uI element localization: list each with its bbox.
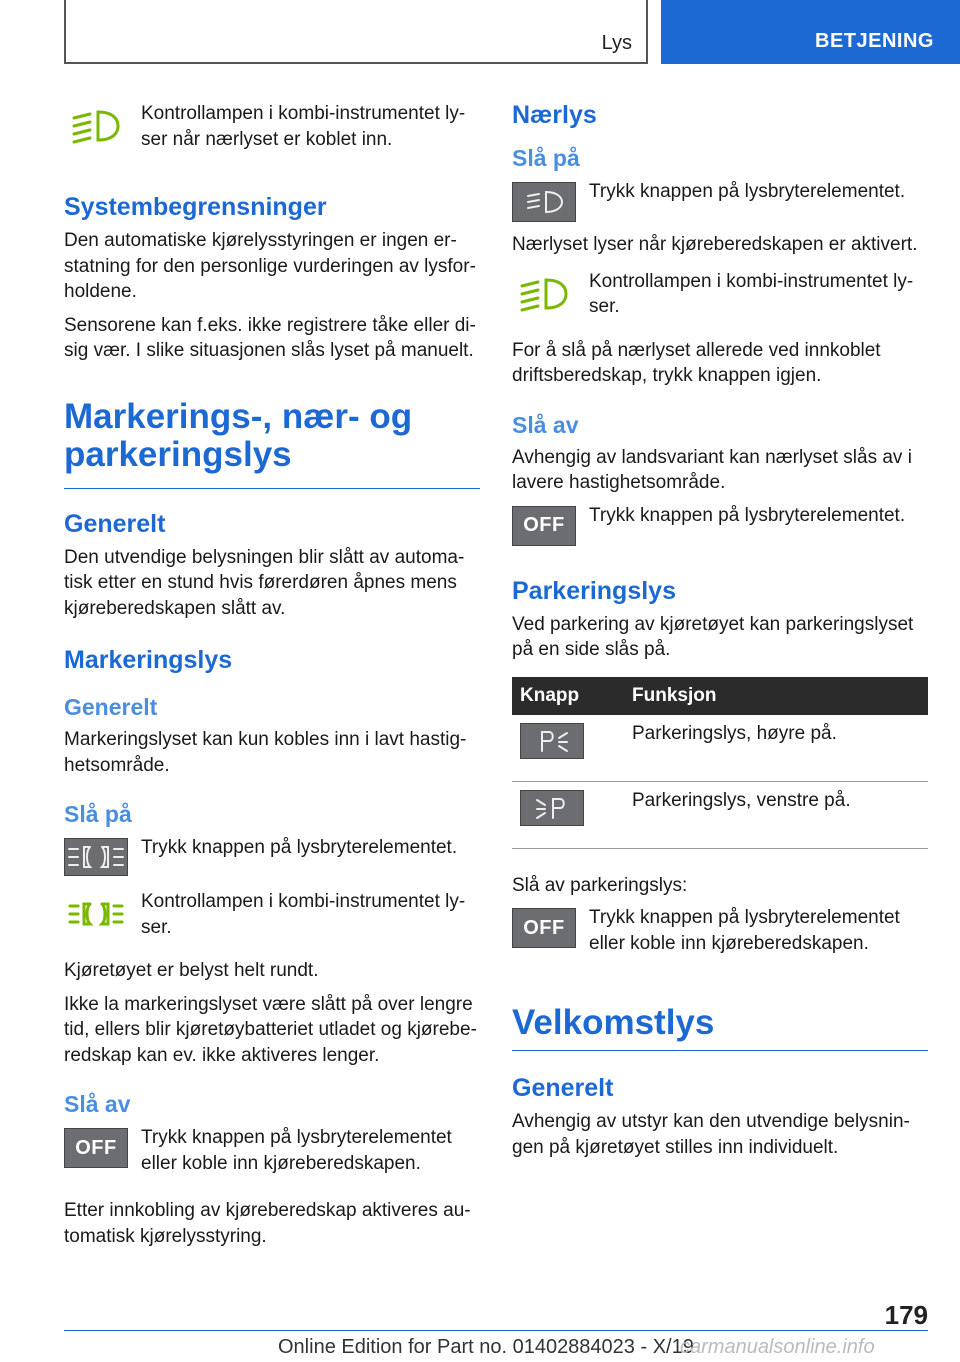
page-number: 179: [884, 1300, 928, 1330]
system-limits-paragraph-1: Den automatiske kjørelysstyringen er ingen erstatning for den personlige vurderingen av lysforholdene.: [64, 230, 476, 302]
low-beam-heading: Nærlys: [512, 101, 597, 129]
position-light-button[interactable]: [64, 838, 128, 876]
parking-off-button-label: OFF: [523, 916, 565, 939]
left-column: [64, 104, 480, 1257]
parking-off-button[interactable]: [512, 908, 576, 948]
position-light-heading: Markeringslys: [64, 646, 233, 674]
parking-right-button[interactable]: [520, 723, 584, 759]
off-button[interactable]: [64, 1128, 128, 1168]
position-light-off-text: Trykk knappen på lysbryterelementet eller koble inn kjøreberedskapen.: [141, 1127, 452, 1174]
position-light-general-heading: Generelt: [64, 694, 158, 720]
low-beam-indicator-text-2: Kontrollampen i kombi-instrumentet lyser.: [589, 270, 914, 317]
parking-left-button[interactable]: [520, 790, 584, 826]
footer-divider: [64, 1330, 928, 1331]
low-beam-off-row: [512, 506, 928, 546]
parking-light-paragraph: Ved parkering av kjøretøyet kan parkeringslyset på en side slås på.: [512, 613, 914, 660]
low-beam-indicator-icon: [64, 104, 128, 148]
low-beam-button-row: [512, 182, 928, 222]
welcome-light-paragraph: Avhengig av utstyr kan den utvendige belysningen på kjøretøyet stilles inn individuelt.: [512, 1111, 910, 1158]
welcome-light-heading: Velkomstlys: [512, 1004, 928, 1051]
table-row: [512, 715, 928, 782]
position-light-indicator-icon: [64, 892, 128, 936]
table-row: [512, 781, 928, 848]
low-beam-button[interactable]: [512, 182, 576, 222]
parking-off-text: Trykk knappen på lysbryterelementet eller koble inn kjøreberedskapen.: [589, 907, 900, 954]
right-column: [512, 100, 928, 1168]
off-button-label: OFF: [75, 1136, 117, 1159]
low-beam-on-heading: Slå på: [512, 145, 580, 171]
system-limits-heading: Systembegrensninger: [64, 193, 327, 221]
table-header-button: Knapp: [512, 677, 624, 715]
position-light-indicator-row: [64, 892, 480, 948]
welcome-light-general-heading: Generelt: [512, 1074, 614, 1102]
general-paragraph: Den utvendige belysningen blir slått av automatisk etter en stund hvis førerdøren åpnes mens kjøreberedskapen slått av.: [64, 546, 465, 619]
edition-text: Online Edition for Part no. 01402884023 - X/19: [278, 1336, 694, 1358]
table-cell-function: Parkeringslys, venstre på.: [624, 781, 928, 848]
low-beam-button-text: Trykk knappen på lysbryterelementet.: [589, 181, 906, 202]
low-beam-indicator-text: Kontrollampen i kombi-instrumentet lyser når nærlyset er koblet inn.: [141, 103, 466, 150]
position-light-off-heading: Slå av: [64, 1091, 131, 1117]
position-light-on-heading: Slå på: [64, 801, 132, 827]
low-beam-off-heading: Slå av: [512, 411, 579, 438]
position-light-indicator-text: Kontrollampen i kombi-instrumentet lyser.: [141, 891, 466, 938]
position-light-off-paragraph: Etter innkobling av kjøreberedskap aktiveres automatisk kjørelysstyring.: [64, 1200, 471, 1247]
header-section: Lys: [601, 32, 632, 54]
low-beam-indicator-row: [64, 104, 480, 160]
low-beam-indicator-row-2: [512, 272, 928, 328]
table-header-function: Funksjon: [624, 677, 928, 715]
header-chapter-tab: BETJENING: [661, 0, 960, 64]
position-light-off-row: [64, 1128, 480, 1184]
table-header-row: [512, 677, 928, 715]
low-beam-paragraph-2: For å slå på nærlyset allerede ved innkoblet driftsberedskap, trykk knappen igjen.: [512, 339, 881, 386]
position-light-paragraph-1: Kjøretøyet er belyst helt rundt.: [64, 960, 319, 981]
low-beam-paragraph-1: Nærlyset lyser når kjøreberedskapen er aktivert.: [512, 234, 918, 255]
watermark: carmanualsonline.info: [680, 1336, 875, 1358]
general-heading: Generelt: [64, 509, 166, 538]
system-limits-paragraph-2: Sensorene kan f.eks. ikke registrere tåke eller disig vær. I slike situasjonen slås lyset på manuelt.: [64, 314, 476, 361]
position-light-general-paragraph: Markeringslyset kan kun kobles inn i lavt hastighetsområde.: [64, 729, 467, 776]
low-beam-indicator-icon-2: [512, 272, 576, 316]
position-light-button-text: Trykk knappen på lysbryterelementet.: [141, 837, 458, 858]
low-beam-off-button[interactable]: [512, 506, 576, 546]
main-section-heading: Markerings-, nær- og parkeringslys: [64, 398, 480, 489]
position-light-button-row: [64, 838, 480, 876]
position-light-paragraph-2: Ikke la markeringslyset være slått på over lengre tid, ellers blir kjøretøybatteriet utladet og kjøreberedskap kan ev. ikke aktiveres lenger.: [64, 993, 477, 1066]
parking-light-heading: Parkeringslys: [512, 576, 676, 605]
parking-light-table: [512, 677, 928, 849]
parking-off-paragraph: Slå av parkeringslys:: [512, 874, 688, 896]
low-beam-off-button-label: OFF: [523, 514, 565, 536]
parking-off-row: [512, 908, 928, 964]
low-beam-off-paragraph: Avhengig av landsvariant kan nærlyset slås av i lavere hastighetsområde.: [512, 446, 912, 493]
low-beam-off-text: Trykk knappen på lysbryterelementet.: [589, 504, 906, 526]
header-frame: [64, 0, 648, 64]
table-cell-function: Parkeringslys, høyre på.: [624, 715, 928, 782]
